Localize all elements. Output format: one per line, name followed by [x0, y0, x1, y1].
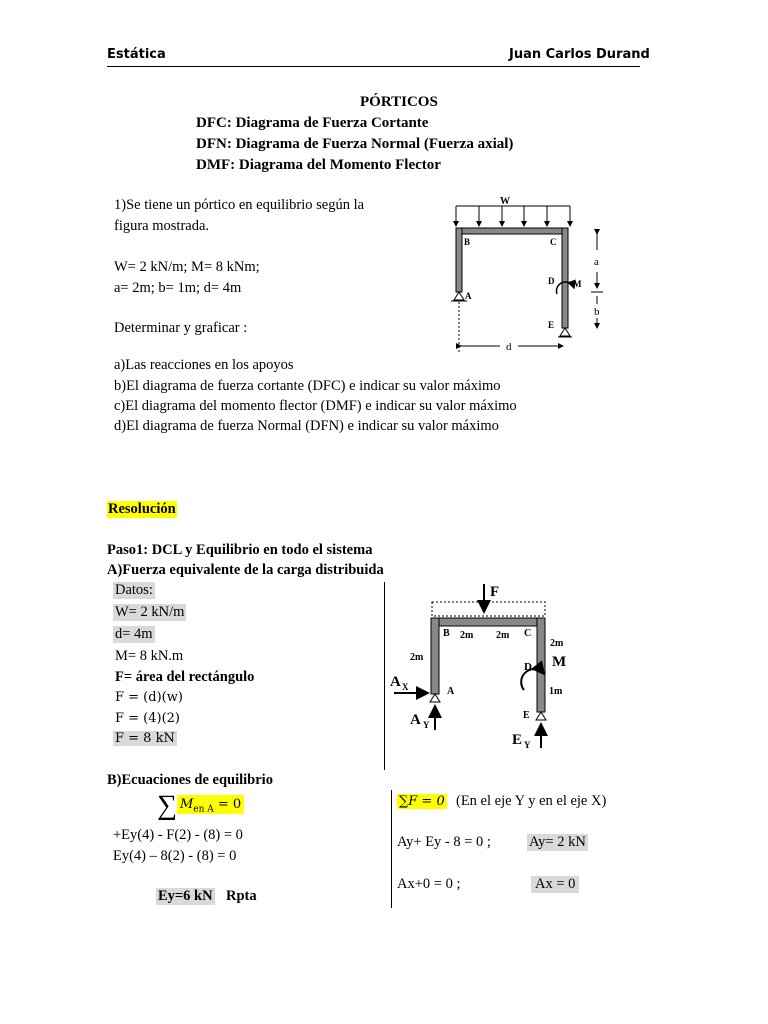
fig2-ay-sub: Y: [423, 720, 430, 730]
fig2-ay-label: A: [410, 712, 421, 728]
ey-result: Ey=6 kN: [158, 888, 213, 904]
sum-f-note: (En el eje Y y en el eje X): [456, 793, 607, 809]
equilibrium-title: B)Ecuaciones de equilibrio: [107, 772, 273, 788]
free-body-diagram: [388, 580, 588, 755]
header-left: Estática: [107, 47, 166, 62]
fbd-support-a-icon: [430, 694, 440, 702]
support-a-icon: [454, 292, 464, 300]
fig2-b-label: B: [443, 628, 450, 639]
area-label: F= área del rectángulo: [115, 669, 255, 685]
datos-label: Datos:: [115, 582, 153, 598]
ay-equation: Ay+ Ey - 8 = 0 ;: [397, 834, 491, 850]
support-e-icon: [560, 328, 570, 336]
datos-m: M= 8 kN.m: [115, 648, 184, 664]
part-a-title: A)Fuerza equivalente de la carga distribuida: [107, 562, 384, 578]
sum-f-equation: ∑F = 0: [399, 794, 445, 809]
moment-highlight: [177, 795, 244, 814]
fig2-left-dim: 2m: [410, 652, 424, 663]
header-rule: [107, 66, 640, 67]
fig2-a-label: A: [447, 686, 455, 697]
title-porticos: PÓRTICOS: [360, 94, 438, 110]
problem-item-a: a)Las reacciones en los apoyos: [114, 357, 294, 373]
portico-figure: [440, 190, 620, 360]
fig2-ax-sub: X: [402, 682, 409, 692]
fig2-f-label: F: [490, 584, 500, 600]
fbd-support-e-icon: [536, 712, 546, 720]
problem-line2: figura mostrada.: [114, 218, 210, 234]
fig2-ey-sub: Y: [524, 740, 531, 750]
title-dfc: DFC: Diagrama de Fuerza Cortante: [196, 115, 429, 131]
problem-item-c: c)El diagrama del momento flector (DMF) e indicar su valor máximo: [114, 398, 517, 414]
problem-item-b: b)El diagrama de fuerza cortante (DFC) e indicar su valor máximo: [114, 378, 501, 394]
moment-sub: en A: [193, 804, 214, 815]
fig2-bc-dim-2: 2m: [496, 630, 510, 641]
fig1-c-label: C: [550, 237, 557, 247]
moment-line-2: Ey(4) – 8(2) - (8) = 0: [113, 848, 237, 864]
fig1-dim-d: d: [506, 341, 512, 353]
ax-result: Ax = 0: [531, 876, 579, 893]
fig1-dim-b: b: [594, 306, 600, 318]
title-dmf: DMF: Diagrama del Momento Flector: [196, 157, 441, 173]
fig2-e-label: E: [523, 710, 530, 721]
divider-b: [391, 790, 392, 908]
moment-m: M: [179, 797, 194, 813]
moment-line-1: +Ey(4) - F(2) - (8) = 0: [113, 827, 243, 843]
f-eq-1: F = (d)(w): [115, 690, 183, 705]
fig1-e-label: E: [548, 320, 555, 330]
fig2-ey-label: E: [512, 732, 523, 748]
title-dfn: DFN: Diagrama de Fuerza Normal (Fuerza axial): [196, 136, 514, 152]
fig1-w-label: W: [500, 196, 510, 207]
ey-rpta: Rpta: [226, 888, 257, 904]
ax-equation: Ax+0 = 0 ;: [397, 876, 461, 892]
f-eq-2: F = (4)(2): [115, 711, 181, 726]
problem-determine: Determinar y graficar :: [114, 320, 248, 336]
fig1-b-label: B: [464, 237, 471, 247]
problem-givens1: W= 2 kN/m; M= 8 kNm;: [114, 259, 260, 275]
fig2-bc-dim-1: 2m: [460, 630, 474, 641]
moment-sigma: ∑: [157, 790, 177, 821]
header-right: Juan Carlos Durand: [509, 47, 650, 62]
divider-a: [384, 582, 385, 770]
fig1-d-label: D: [548, 276, 555, 286]
fig2-de-dim: 1m: [549, 686, 563, 697]
fig2-c-label: C: [524, 628, 532, 639]
fig1-a-label: A: [465, 291, 472, 301]
resolution-title: Resolución: [108, 501, 176, 517]
datos-w: W= 2 kN/m: [115, 604, 185, 620]
fig2-ax-label: A: [390, 674, 401, 690]
problem-line1: 1)Se tiene un pórtico en equilibrio según la: [114, 197, 365, 213]
fig2-m-label: M: [552, 654, 567, 670]
paso1-title: Paso1: DCL y Equilibrio en todo el sistema: [107, 542, 373, 558]
fig2-d-label: D: [524, 661, 532, 673]
moment-eq-zero: = 0: [217, 797, 242, 813]
f-eq-3: F = 8 kN: [115, 731, 175, 746]
fig1-m-label: M: [573, 279, 582, 289]
problem-item-d: d)El diagrama de fuerza Normal (DFN) e indicar su valor máximo: [114, 418, 499, 434]
fig2-right-dim: 2m: [550, 638, 564, 649]
ay-result: Ay= 2 kN: [529, 834, 586, 850]
fig1-dim-a: a: [594, 256, 599, 268]
datos-d: d= 4m: [115, 626, 153, 642]
load-area-outline: [432, 602, 545, 616]
distributed-load-arrows: [456, 206, 570, 226]
problem-givens2: a= 2m; b= 1m; d= 4m: [114, 280, 242, 296]
moment-equation: [157, 790, 244, 822]
